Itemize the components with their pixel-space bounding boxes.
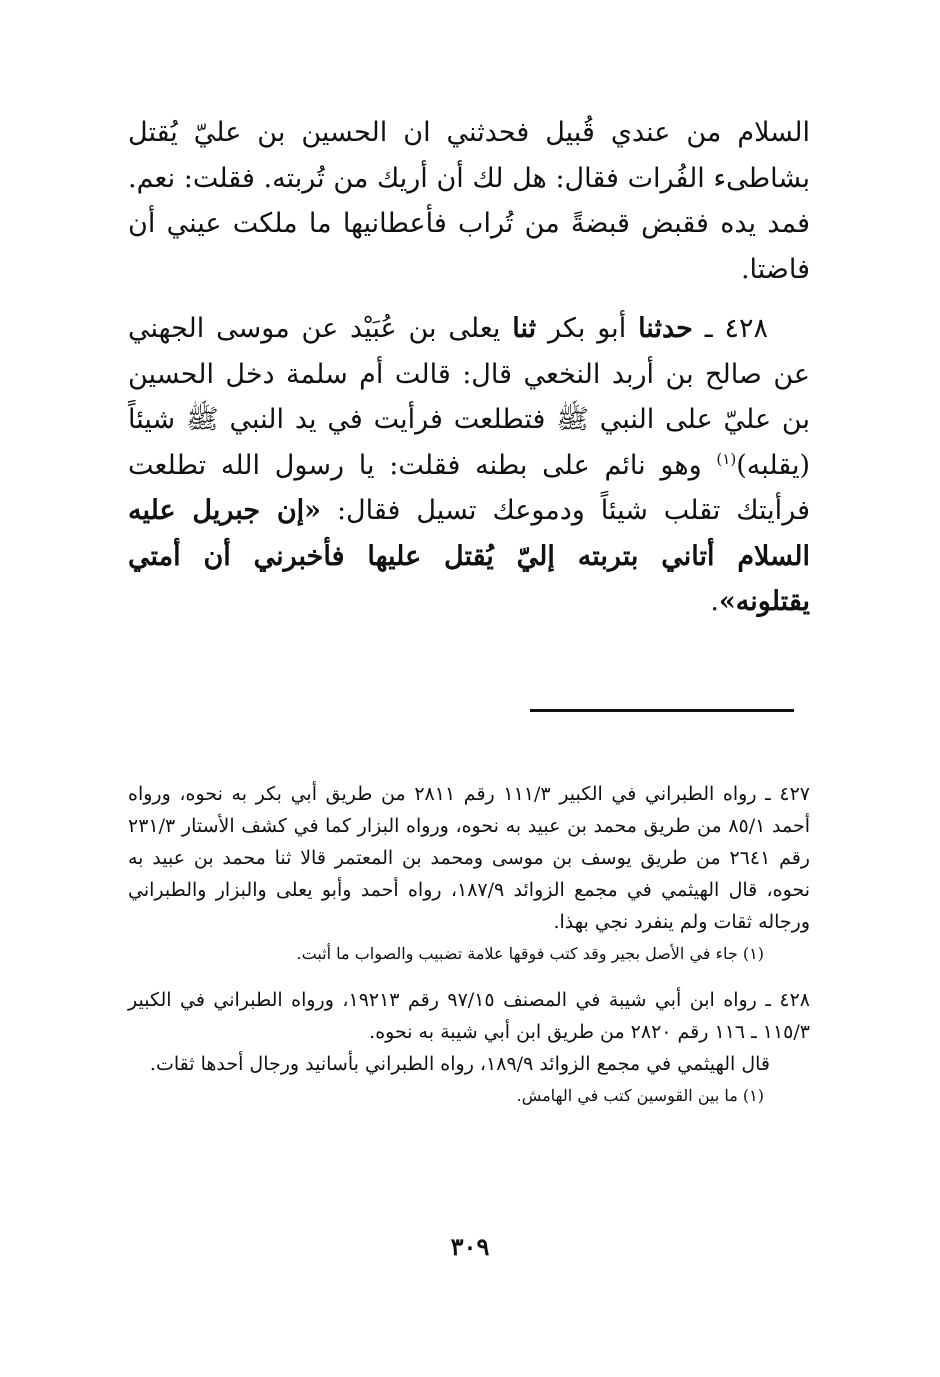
hadith-number: ٤٢٨ ـ — [704, 313, 769, 344]
prophetic-quote: «إن جبريل عليه السلام أتاني بتربته إليّ يُقتل عليها فأخبرني أن أمتي يقتلونه» — [128, 495, 810, 617]
footnote-428-continuation: قال الهيثمي في مجمع الزوائد ١٨٩/٩، رواه الطبراني بأسانيد ورجال أحدها ثقات. — [149, 1053, 770, 1075]
paragraph-427-continuation: السلام من عندي قُبيل فحدثني ان الحسين بن عليّ يُقتل بشاطىء الفُرات فقال: هل لك أن أريك من تُربته. فقلت: نعم. فمد يده فقبض قبضةً من تُراب فأعطانيها ما ملكت عيني أن فاضتا. — [128, 117, 810, 285]
footnote-divider — [530, 709, 794, 712]
narration-lead: حدثنا — [638, 313, 693, 344]
paragraph-end: . — [710, 586, 719, 617]
footnotes — [128, 778, 810, 1110]
footnote-427-sub: (١) جاء في الأصل بجير وقد كتب فوقها علامة تضبيب والصواب ما أثبت. — [296, 944, 764, 963]
paragraph-428 — [128, 306, 810, 625]
narration-thana: ثنا — [512, 313, 537, 344]
narrator-chain-a: أبو بكر — [548, 313, 627, 344]
footnote-428-sub: (١) ما بين القوسين كتب في الهامش. — [516, 1086, 764, 1105]
narration-body: وهو نائم على بطنه فقلت: يا رسول الله تطلعت فرأيتك تقلب شيئاً ودموعك تسيل فقال: — [128, 449, 810, 526]
footnote-427: ٤٢٧ ـ رواه الطبراني في الكبير ١١١/٣ رقم ٢٨١١ من طريق أبي بكر به نحوه، ورواه أحمد ٨٥/١ من طريق محمد بن عبيد به نحوه، ورواه البزار كما في كشف الأستار ٢٣١/٣ رقم ٢٦٤١ من طريق يوسف بن موسى ومحمد بن المعتمر قالا ثنا محمد بن عبيد به نحوه، قال الهيثمي في مجمع الزوائد ١٨٧/٩، رواه أحمد وأبو يعلى والبزار والطبراني ورجاله ثقات ولم ينفرد نجي بهذا. — [128, 783, 811, 933]
footnote-reference: (١) — [716, 449, 737, 468]
main-text — [128, 110, 810, 625]
narrator-chain-b: يعلى بن عُبَيْد عن موسى الجهني عن صالح بن أربد النخعي قال: قالت أم سلمة دخل الحسين بن عليّ على النبي ﷺ فتطلعت فرأيت في يد النبي ﷺ شيئاً (يقلبه) — [128, 313, 810, 481]
page-number: ٣٠٩ — [450, 1232, 490, 1261]
footnote-428: ٤٢٨ ـ رواه ابن أبي شيبة في المصنف ٩٧/١٥ رقم ١٩٢١٣، ورواه الطبراني في الكبير ١١٥/٣ ـ ١١٦ رقم ٢٨٢٠ من طريق ابن أبي شيبة به نحوه. — [128, 989, 810, 1043]
